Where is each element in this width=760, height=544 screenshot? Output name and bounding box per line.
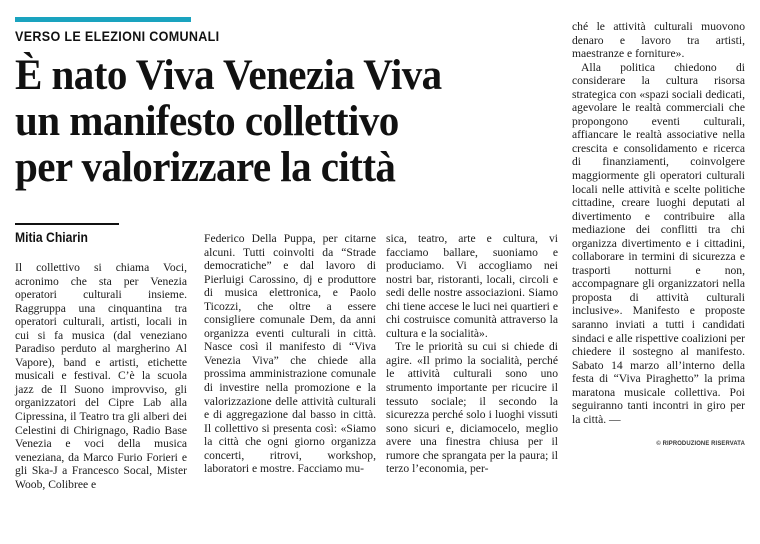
author-byline: Mitia Chiarin	[15, 229, 88, 245]
body-column-4	[572, 20, 745, 451]
paragraph: sica, teatro, arte e cultura, vi facciamo ballare, suoniamo e produciamo. Vi accogliamo nei nostri bar, ristoranti, locali, circoli e sedi delle nostre associazioni. Siamo chi tiene accese le luci nei quartieri e chi costruisce comunità attraverso la cultura e la socialità».	[386, 232, 558, 340]
body-column-2	[204, 232, 376, 476]
body-column-1	[15, 261, 187, 491]
paragraph: ché le attività culturali muovono denaro e lavoro tra artisti, maestranze e forniture».	[572, 20, 745, 61]
paragraph: Il collettivo si chiama Voci, acronimo che sta per Venezia operatori culturali insieme. Raggruppa una cinquantina tra operatori culturali, artisti, locali in cui si fa musica (dal veneziano Paradiso perduto al margherino Al Vapore), band e artisti, etichette musicali e festival. C’è la scuola jazz de Il Suono improvviso, gli organizzatori del Cipre Lab alla Cipressina, il Teatro tra gli alberi dei Celestini di Chirignago, Radio Base Venezia e voci della musica veneziana, da Marco Furio Forieri e gli Ska-J a Francesco Socal, Mister Woob, Colibree e	[15, 261, 187, 491]
paragraph: Tre le priorità su cui si chiede di agire. «Il primo la socialità, perché le attività culturali sono uno strumento importante per ricucire il tessuto sociale; il secondo la sicurezza perché solo i luoghi vissuti sono sicuri e, diciamocelo, meglio avere una finestra chiusa per il rumore che sprangata per la paura; il terzo l’economia, per-	[386, 340, 558, 476]
paragraph: Federico Della Puppa, per citarne alcuni. Tutti coinvolti da “Strade democratiche” e dal lavoro di Pierluigi Carossino, dj e produttore di musica elettronica, e Paolo Ticozzi, che oltre a essere consigliere comunale Dem, da anni organizza eventi culturali in città. Nasce così il manifesto di “Viva Venezia Viva” che chiede alla prossima amministrazione comunale di investire nella promozione e la valorizzazione delle attività culturali e di aggregazione dal basso in città. Il collettivo si presenta così: «Siamo la città che ogni giorno organizza concerti, ritrovi, workshop, laboratori e mostre. Facciamo mu-	[204, 232, 376, 476]
paragraph: Alla politica chiedono di considerare la cultura risorsa strategica con «spazi sociali dedicati, agevolare le realtà commerciali che propongono eventi culturali, affiancare le realtà associative nella crescita e consolidamento e ricerca di finanziamenti, coinvolgere maggiormente gli operatori culturali locali nelle attività e scelte politiche cittadine, creare luoghi deputati al divertimento e contribuire alla mediazione dei conflitti tra chi organizza divertimento e i cittadini, collaborare in termini di sicurezza e trasporti notturni e non, accompagnare gli organizzatori nella proposta di attività culturali inclusive». Manifesto e proposte saranno inviati a tutti i candidati sindaci e alle rispettive coalizioni per chiedere il sostegno al manifesto. Sabato 14 marzo all’interno della festa di “Viva Piraghetto” la prima maratona musicale collettiva. Poi seguiranno tanti incontri in giro per la città. —	[572, 60, 745, 426]
headline-and-body-block	[15, 0, 558, 544]
copyright-notice: © RIPRODUZIONE RISERVATA	[656, 440, 745, 448]
headline-line-1: È nato Viva Venezia Viva	[15, 52, 442, 99]
article-kicker: VERSO LE ELEZIONI COMUNALI	[15, 29, 220, 44]
body-column-3	[386, 232, 558, 476]
headline-line-2: un manifesto collettivo	[15, 98, 399, 145]
body-columns	[15, 0, 558, 544]
headline-line-3: per valorizzare la città	[15, 144, 396, 191]
